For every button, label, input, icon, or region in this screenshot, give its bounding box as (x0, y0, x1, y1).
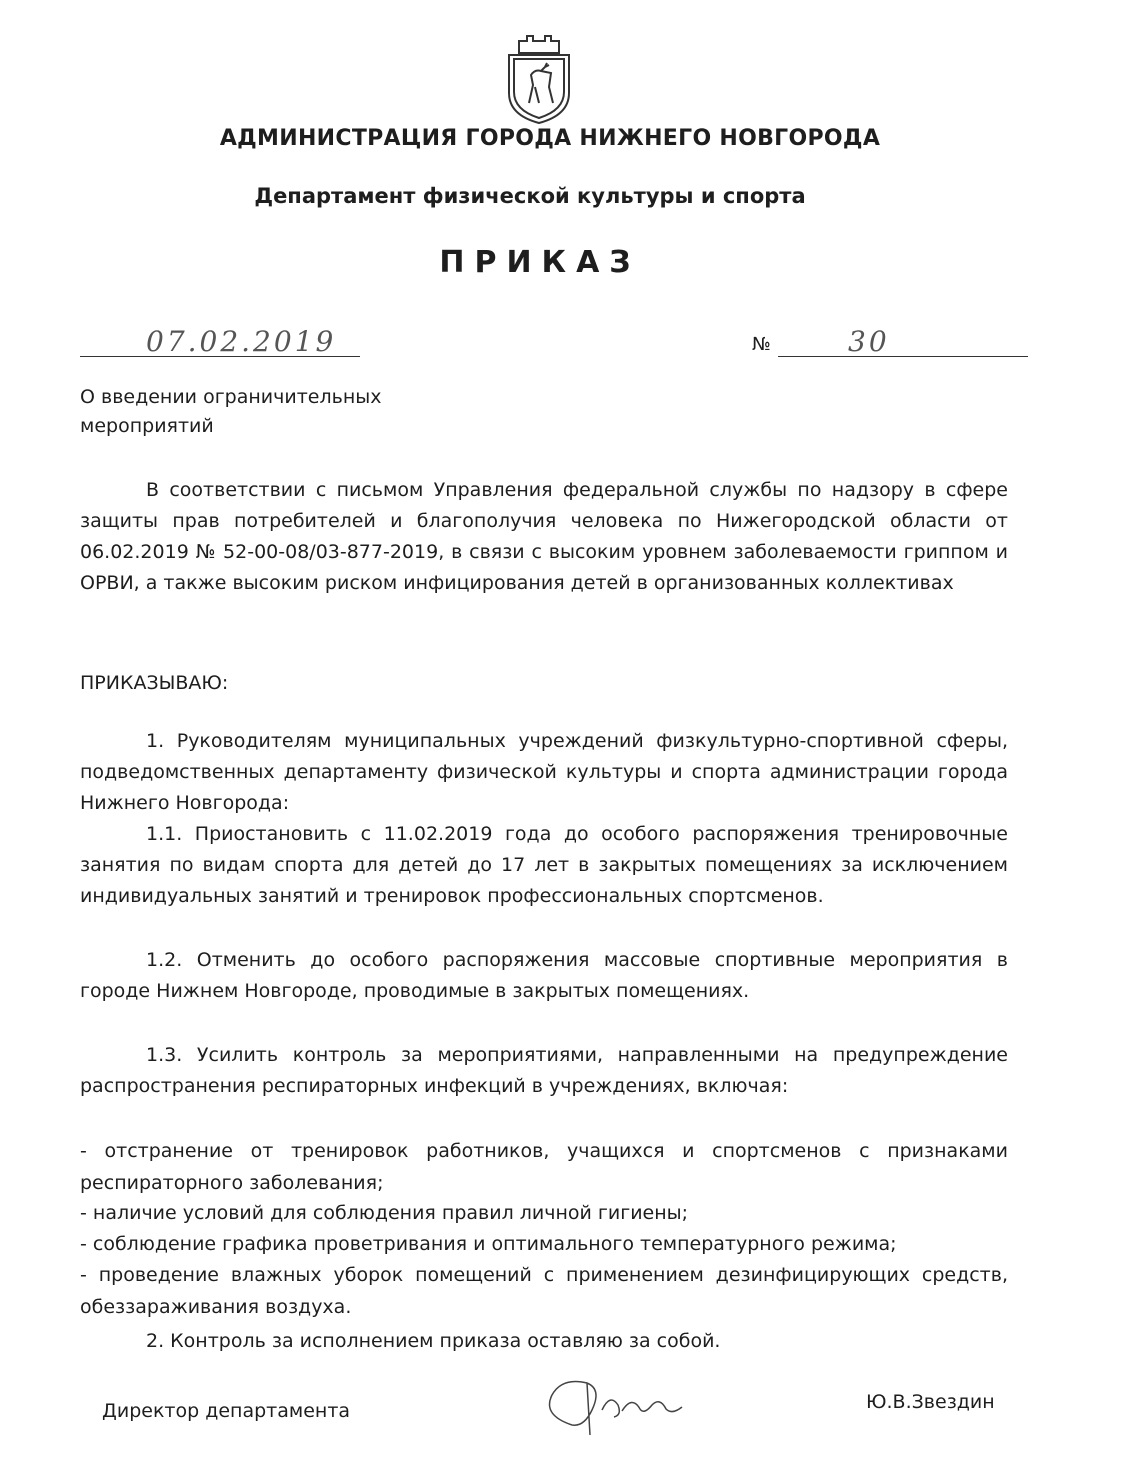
item-2: 2. Контроль за исполнением приказа оставляю за собой. (146, 1330, 721, 1352)
handwritten-number: 30 (848, 325, 890, 358)
document-type: ПРИКАЗ (439, 245, 641, 280)
handwritten-date: 07.02.2019 (146, 325, 337, 358)
bullet-ventilation: - соблюдение графика проветривания и оптимального температурного режима; (80, 1233, 897, 1255)
signatory-name: Ю.В.Звездин (866, 1391, 995, 1413)
signatory-title: Директор департамента (102, 1400, 351, 1422)
city-coat-of-arms-icon (499, 33, 579, 125)
handwritten-signature-icon (532, 1365, 692, 1445)
bullet-cleaning: - проведение влажных уборок помещений с применением дезинфицирующих средств, обеззараживания воздуха. (80, 1264, 1008, 1318)
bullet-hygiene: - наличие условий для соблюдения правил личной гигиены; (80, 1202, 689, 1224)
item-1-1: 1.1. Приостановить с 11.02.2019 года до особого распоряжения тренировочные занятия по видам спорта для детей до 17 лет в закрытых помещениях за исключением индивидуальных занятий и тренировок профессиональных спортсменов. (80, 823, 1008, 907)
number-field (778, 325, 1028, 358)
number-label: № (752, 334, 771, 355)
item-1-2: 1.2. Отменить до особого распоряжения массовые спортивные мероприятия в городе Нижнем Новгороде, проводимые в закрытых помещениях. (80, 949, 1008, 1002)
item-1-3: 1.3. Усилить контроль за мероприятиями, направленными на предупреждение распространения респираторных инфекций в учреждениях, включая: (80, 1044, 1008, 1097)
date-field (80, 325, 360, 358)
order-subject: О введении ограничительных мероприятий (80, 386, 382, 437)
department-title: Департамент физической культуры и спорта (254, 184, 806, 208)
bullet-isolation: - отстранение от тренировок работников, учащихся и спортсменов с признаками респираторного заболевания; (80, 1140, 1008, 1194)
order-word: ПРИКАЗЫВАЮ: (80, 672, 229, 694)
organization-title: АДМИНИСТРАЦИЯ ГОРОДА НИЖНЕГО НОВГОРОДА (219, 126, 881, 151)
preamble-paragraph: В соответствии с письмом Управления федеральной службы по надзору в сфере защиты прав потребителей и благополучия человека по Нижегородской области от 06.02.2019 № 52-00-08/03-877-2019, в связи с высоким уровнем заболеваемости гриппом и ОРВИ, а также высоким риском инфицирования детей в организованных коллективах (80, 479, 1008, 594)
item-1: 1. Руководителям муниципальных учреждений физкультурно-спортивной сферы, подведомственных департаменту физической культуры и спорта администрации города Нижнего Новгорода: (80, 730, 1008, 814)
